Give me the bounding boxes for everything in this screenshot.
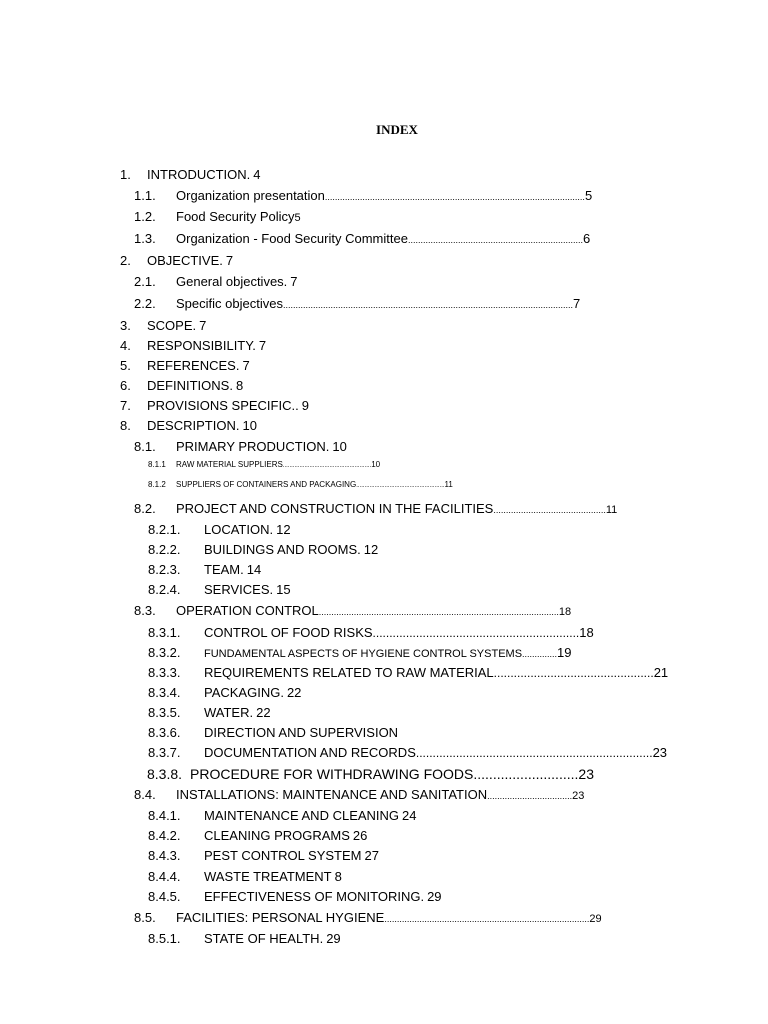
toc-entry-page: 12 xyxy=(363,542,379,557)
toc-entry xyxy=(0,583,768,601)
toc-entry-page: 7 xyxy=(225,253,234,268)
toc-entry-page: 18 xyxy=(579,625,594,640)
toc-entry-title: Food Security Policy xyxy=(176,209,295,224)
toc-entry-leader: ................................................ xyxy=(493,666,654,680)
toc-entry-page: 5 xyxy=(294,212,301,224)
toc-entry-leader: ........................................................................................................ xyxy=(324,192,585,202)
toc-entry-title: FUNDAMENTAL ASPECTS OF HYGIENE CONTROL SYSTEMS xyxy=(204,648,523,660)
toc-entry xyxy=(0,932,768,950)
toc-entry xyxy=(0,481,768,499)
toc-entry-title: STATE OF HEALTH. xyxy=(204,931,324,946)
toc-entry xyxy=(0,563,768,581)
toc-entry xyxy=(0,890,768,908)
toc-entry-leader: ............................................. xyxy=(493,505,606,515)
toc-entry-title: PROJECT AND CONSTRUCTION IN THE FACILITIES xyxy=(176,501,494,516)
toc-entry xyxy=(0,523,768,541)
toc-entry-page: 6 xyxy=(582,231,591,246)
toc-entry-number: 8.1.2 xyxy=(148,480,166,489)
toc-entry-title: LOCATION. xyxy=(204,522,274,537)
toc-entry-number: 8.4.3. xyxy=(148,848,181,863)
toc-entry-number: 8.3.1. xyxy=(148,625,181,640)
toc-entry-page: 7 xyxy=(242,358,250,373)
toc-entry-page: 23 xyxy=(578,766,594,782)
toc-entry-page: 23 xyxy=(572,790,585,802)
toc-entry-number: 8.3. xyxy=(134,603,156,618)
toc-entry xyxy=(0,726,768,744)
toc-entry-title: RAW MATERIAL SUPPLIERS xyxy=(176,460,283,469)
toc-entry-leader: .................................................................................................................... xyxy=(282,300,574,310)
toc-entry-number: 8.1.1 xyxy=(148,460,166,469)
toc-entry-page: 4 xyxy=(253,167,261,182)
toc-entry-title: WASTE TREATMENT xyxy=(204,869,332,884)
toc-entry-number: 8.4.1. xyxy=(148,808,181,823)
toc-entry xyxy=(0,254,768,272)
toc-entry-number: 8.3.7. xyxy=(148,745,181,760)
toc-entry-title: BUILDINGS AND ROOMS. xyxy=(204,542,361,557)
toc-entry-page: 10 xyxy=(242,418,257,433)
toc-entry xyxy=(0,686,768,704)
toc-entry-page: 11 xyxy=(444,480,453,489)
toc-entry xyxy=(0,788,768,806)
toc-entry-number: 2.1. xyxy=(134,274,156,289)
toc-entry-title: SCOPE. xyxy=(147,318,197,333)
toc-entry-page: 27 xyxy=(364,848,379,863)
toc-entry xyxy=(0,666,768,684)
toc-entry xyxy=(0,767,768,785)
toc-entry xyxy=(0,849,768,867)
toc-entry xyxy=(0,319,768,337)
toc-entry xyxy=(0,746,768,764)
toc-entry-number: 8.3.5. xyxy=(148,705,181,720)
toc-entry-title: CONTROL OF FOOD RISKS xyxy=(204,625,373,640)
toc-entry-number: 8.2.2. xyxy=(148,542,181,557)
toc-entry-page: 7 xyxy=(290,274,298,289)
toc-entry-page: 7 xyxy=(573,296,581,311)
toc-entry-title: EFFECTIVENESS OF MONITORING. xyxy=(204,889,425,904)
toc-entry xyxy=(0,626,768,644)
toc-entry-title: INTRODUCTION. xyxy=(147,167,251,182)
toc-entry xyxy=(0,297,768,315)
toc-entry-title: INSTALLATIONS: MAINTENANCE AND SANITATION xyxy=(176,787,488,802)
toc-entry-page: 7 xyxy=(199,318,207,333)
toc-entry-number: 2. xyxy=(120,253,131,268)
toc-entry-number: 8.1. xyxy=(134,439,156,454)
toc-entry-title: REQUIREMENTS RELATED TO RAW MATERIAL xyxy=(204,665,494,680)
toc-entry-page: 23 xyxy=(652,745,668,760)
toc-entry-title: DIRECTION AND SUPERVISION xyxy=(204,725,399,740)
toc-entry-number: 6. xyxy=(120,378,131,393)
toc-entry-page: 10 xyxy=(332,439,347,454)
toc-entry-page: 10 xyxy=(371,460,381,469)
toc-entry-leader: ................................................................................................ xyxy=(318,607,559,617)
toc-entry-page: 21 xyxy=(653,665,669,680)
toc-entry-title: OPERATION CONTROL xyxy=(176,603,319,618)
toc-entry-page: 29 xyxy=(589,913,602,925)
toc-entry-number: 4. xyxy=(120,338,131,353)
toc-entry xyxy=(0,461,768,479)
toc-entry xyxy=(0,189,768,207)
toc-entry-title: SUPPLIERS OF CONTAINERS AND PACKAGING xyxy=(176,480,357,489)
toc-entry-page: 14 xyxy=(246,562,262,577)
toc-entry-number: 8.5. xyxy=(134,910,156,925)
toc-entry-number: 8.4.4. xyxy=(148,869,181,884)
toc-entry-page: 8 xyxy=(334,869,342,884)
toc-entry xyxy=(0,379,768,397)
toc-entry-leader: .............................................................. xyxy=(372,626,580,640)
toc-entry xyxy=(0,809,768,827)
toc-entry-title: PEST CONTROL SYSTEM xyxy=(204,848,362,863)
toc-entry-number: 8.3.4. xyxy=(148,685,181,700)
toc-entry-title: RESPONSIBILITY. xyxy=(147,338,256,353)
toc-entry xyxy=(0,604,768,622)
toc-entry-page: 12 xyxy=(276,522,291,537)
toc-entry xyxy=(0,911,768,929)
toc-entry-leader: ..................................................... xyxy=(356,483,445,489)
toc-entry-title: PRIMARY PRODUCTION. xyxy=(176,439,330,454)
toc-entry-title: SERVICES. xyxy=(204,582,274,597)
toc-entry xyxy=(0,210,768,228)
toc-entry xyxy=(0,870,768,888)
toc-entry-leader: .................................. xyxy=(487,791,573,801)
toc-entry-title: WATER. xyxy=(204,705,254,720)
toc-entry xyxy=(0,502,768,520)
toc-entry-number: 8.2.1. xyxy=(148,522,181,537)
toc-entry xyxy=(0,339,768,357)
toc-entry-number: 1.3. xyxy=(134,231,156,246)
toc-entry-page: 22 xyxy=(256,705,271,720)
toc-entry-number: 8.5.1. xyxy=(148,931,181,946)
toc-entry-page: 29 xyxy=(326,931,341,946)
toc-entry-leader: .............. xyxy=(522,649,558,659)
toc-entry-number: 3. xyxy=(120,318,131,333)
toc-entry xyxy=(0,168,768,186)
toc-entry-page: 18 xyxy=(558,606,572,618)
toc-entry-number: 2.2. xyxy=(134,296,156,311)
toc-entry-number: 1.1. xyxy=(134,188,156,203)
toc-entry-number: 8.2. xyxy=(134,501,156,516)
toc-entry-title: CLEANING PROGRAMS xyxy=(204,828,350,843)
toc-entry-page: 15 xyxy=(276,582,291,597)
toc-entry xyxy=(0,232,768,250)
toc-entry-leader: ..................................................... xyxy=(282,463,372,469)
toc-entry-title: DEFINITIONS. xyxy=(147,378,233,393)
toc-entry-number: 8.3.2. xyxy=(148,645,181,660)
toc-entry-page: 8 xyxy=(235,378,244,393)
toc-entry-page: 24 xyxy=(402,808,417,823)
toc-entry-number: 8.2.4. xyxy=(148,582,181,597)
toc-entry-page: 29 xyxy=(427,889,442,904)
toc-entry-title: REFERENCES. xyxy=(147,358,240,373)
toc-entry xyxy=(0,399,768,417)
toc-entry xyxy=(0,829,768,847)
toc-entry-number: 8.4. xyxy=(134,787,156,802)
toc-entry-number: 8.3.3. xyxy=(148,665,181,680)
toc-entry-page: 11 xyxy=(605,504,618,516)
toc-entry-title: Specific objectives xyxy=(176,296,283,311)
toc-entry xyxy=(0,359,768,377)
toc-entry-page: 19 xyxy=(557,645,572,660)
toc-entry-title: DOCUMENTATION AND RECORDS xyxy=(204,745,416,760)
toc-entry-page: 26 xyxy=(352,828,368,843)
toc-entry-title: PROCEDURE FOR WITHDRAWING FOODS xyxy=(190,766,474,782)
toc-entry-number: 8.2.3. xyxy=(148,562,181,577)
toc-entry-leader: ...................................................................... xyxy=(407,235,583,245)
toc-entry xyxy=(0,543,768,561)
toc-entry xyxy=(0,440,768,458)
toc-entry-title: DESCRIPTION. xyxy=(147,418,240,433)
toc-entry xyxy=(0,646,768,664)
toc-entry-title: PACKAGING. xyxy=(204,685,284,700)
toc-entry-page: 9 xyxy=(301,398,309,413)
toc-entry-leader: ....................................................................... xyxy=(415,746,653,760)
toc-entry-page: 22 xyxy=(286,685,302,700)
toc-entry xyxy=(0,275,768,293)
toc-entry-number: 8.3.6. xyxy=(148,725,181,740)
toc-entry xyxy=(0,706,768,724)
index-title: INDEX xyxy=(376,122,418,137)
toc-entry-title: FACILITIES: PERSONAL HYGIENE xyxy=(176,910,385,925)
toc-entry-number: 1. xyxy=(120,167,131,182)
toc-entry-title: TEAM. xyxy=(204,562,244,577)
toc-entry-number: 8.4.2. xyxy=(148,828,181,843)
toc-entry-title: General objectives. xyxy=(176,274,288,289)
toc-entry-title: Organization - Food Security Committee xyxy=(176,231,408,246)
toc-entry-number: 7. xyxy=(120,398,131,413)
toc-entry-number: 1.2. xyxy=(134,209,156,224)
toc-entry-title: MAINTENANCE AND CLEANING xyxy=(204,808,400,823)
toc-entry-title: Organization presentation xyxy=(176,188,325,203)
toc-entry-number: 8.3.8. xyxy=(147,766,183,782)
toc-entry-leader: ........................... xyxy=(473,766,579,782)
toc-entry-number: 5. xyxy=(120,358,131,373)
toc-entry-number: 8. xyxy=(120,418,131,433)
toc-entry-title: PROVISIONS SPECIFIC.. xyxy=(147,398,299,413)
toc-entry-number: 8.4.5. xyxy=(148,889,181,904)
toc-entry-page: 7 xyxy=(258,338,267,353)
toc-entry-leader: .................................................................................. xyxy=(384,914,590,924)
toc-entry-page: 5 xyxy=(584,188,593,203)
toc-entry xyxy=(0,419,768,437)
toc-entry-title: OBJECTIVE. xyxy=(147,253,223,268)
